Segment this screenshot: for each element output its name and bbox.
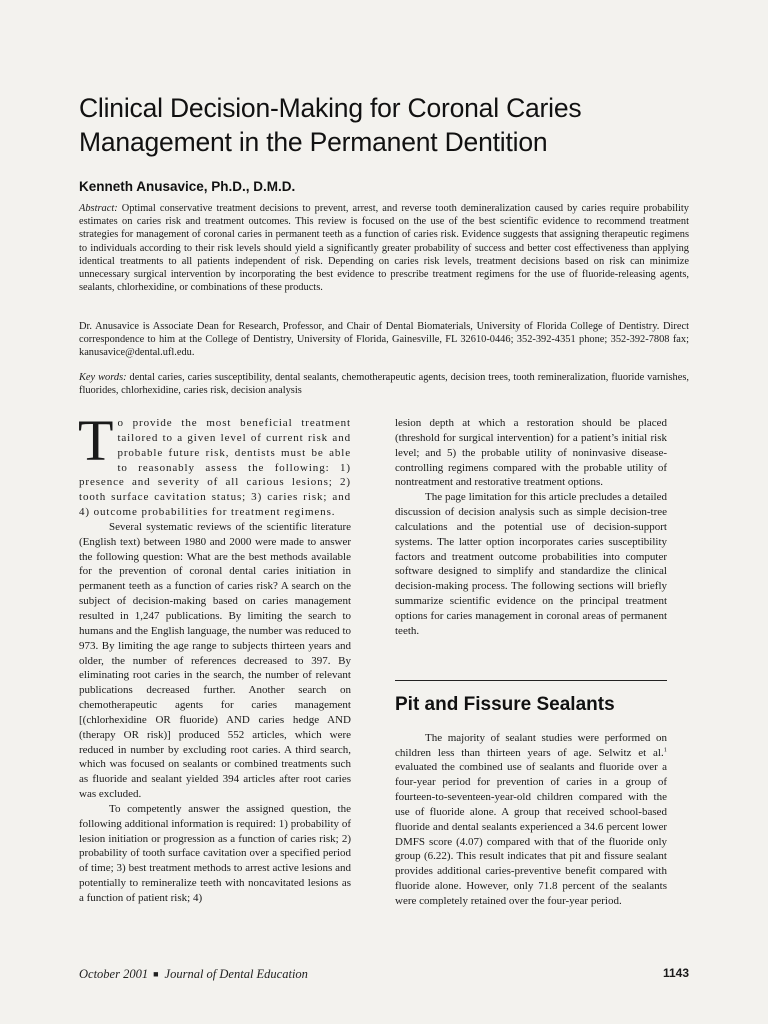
body-paragraph: lesion depth at which a restoration should be placed (threshold for surgical intervention) for a patient’s initial risk level; and 5) the probable utility of noninvasive disease-controlling regimens compared with the probable utility of nontreatment and restorative treatment options. xyxy=(395,417,667,489)
keywords-text: dental caries, caries susceptibility, dental sealants, chemotherapeutic agents, decision trees, tooth remineralization, fluoride varnishes, fluorides, chlorhexidine, caries risk, decision analysis xyxy=(79,372,689,397)
abstract-text: Optimal conservative treatment decisions to prevent, arrest, and reverse tooth demineralization caused by caries require probability estimates on caries risk and treatment outcomes. This review is focused on the use of the best scientific evidence to recommend treatment strategies for management of coronal caries in permanent teeth as a function of caries risk. Evidence suggests that assigning therapeutic regimens to individuals according to their risk levels should yield a significantly greater probability of success and better cost effectiveness than applying identical treatments to all patients independent of risk. Depending on caries risk levels, treatment decisions based on risk can minimize unnecessary surgical intervention by incorporating the best evidence to prescribe treatment regimens for the use of fluoride-releasing agents, sealants, chlorhexidine, or combinations of these products. xyxy=(79,203,689,294)
reference-marker: 1 xyxy=(663,745,667,753)
abstract xyxy=(79,202,689,294)
sealant-text-b: evaluated the combined use of sealants and fluoride over a four-year period for prevention of caries in a group of fourteen-to-seventeen-year-old children compared with the use of fluoride alone. A group that received school-based fluoride and dental sealants experienced a 34.6 percent lower DMFS score (4.07) compared with that of the fluoride only group (6.22). This result indicates that pit and fissure sealant provides additional caries-preventive benefit compared with fluoride alone. However, only 71.8 percent of the sealants were completely retained over the four-year period. xyxy=(395,761,667,907)
body-paragraph: To competently answer the assigned question, the following additional information is required: 1) probability of lesion initiation or progression as a function of caries risk; 2) probability of tooth surface cavitation over a specified period of time; 3) best treatment methods to arrest active lesions and potentially to remineralize teeth with noncavitated lesions as a function of patient risk; 4) xyxy=(79,802,351,904)
page-number: 1143 xyxy=(662,966,689,980)
abstract-label: Abstract: xyxy=(79,203,118,214)
body-paragraph xyxy=(395,731,667,909)
section-heading: Pit and Fissure Sealants xyxy=(395,693,615,715)
footer-journal: Journal of Dental Education xyxy=(164,967,308,981)
author-affiliation: Dr. Anusavice is Associate Dean for Research, Professor, and Chair of Dental Biomaterials, University of Florida College of Dentistry. Direct correspondence to him at the College of Dentistry, University of Florida, Gainesville, FL 32610-0446; 352-392-4351 phone; 352-392-7808 fax; kanusavice@dental.ufl.edu. xyxy=(79,321,689,359)
author-name: Kenneth Anusavice, Ph.D., D.M.D. xyxy=(79,179,296,194)
title-line-2: Management in the Permanent Dentition xyxy=(79,127,548,157)
footer-date: October 2001 xyxy=(79,967,149,981)
body-paragraph-intro xyxy=(78,408,351,520)
body-column-right xyxy=(395,416,667,909)
sealant-text-a: The majority of sealant studies were performed on children less than thirteen years of age. Selwitz et al. xyxy=(395,731,667,759)
keywords-label: Key words: xyxy=(79,372,127,383)
body-column-left xyxy=(78,408,351,906)
keywords xyxy=(79,371,689,397)
section-rule xyxy=(395,680,667,681)
square-bullet-icon: ■ xyxy=(153,969,159,979)
drop-cap: T xyxy=(78,408,114,473)
page-footer xyxy=(79,967,689,982)
intro-text: o provide the most beneficial treatment tailored to a given level of current risk and probable future risk, dentists must be able to reasonably assess the following: 1) presence and severity of all carious lesions; 2) tooth surface cavitation status; 3) caries risk; and 4) outcome probabilities for treatment regimens. xyxy=(79,417,351,519)
body-paragraph: The page limitation for this article precludes a detailed discussion of decision analysis such as simple decision-tree calculations and the potential use of decision-support systems. The latter option incorporates caries susceptibility factors and treatment outcome probabilities into computer software designed to simplify and standardize the clinical decision-making process. The following sections will briefly summarize scientific evidence on the principal treatment options for caries management in coronal areas of permanent teeth. xyxy=(395,491,667,637)
body-paragraph: Several systematic reviews of the scientific literature (English text) between 1980 and 2000 were made to answer the following question: What are the best methods available for the prevention of coronal dental caries initiation in permanent teeth as a function of caries risk? A search on the subject of decision-making based on caries management resulted in 1,247 publications. By limiting the search to humans and the English language, the number was reduced to 973. By limiting the age range to subjects thirteen years and older, the number of references decreased to 397. By eliminating root caries in the search, the number of relevant publications decreased further. Another search on chemotherapeutic agents for caries management [(chlorhexidine OR fluoride) AND caries hedge AND (therapy OR risk)] produced 552 articles, which were reduced in number by excluding root caries. A third search, which was focused on sealants or combined treatments such as fluoride and sealant yielded 394 articles after root caries was excluded. xyxy=(79,520,351,801)
article-title xyxy=(79,91,699,159)
title-line-1: Clinical Decision-Making for Coronal Caries xyxy=(79,93,582,123)
